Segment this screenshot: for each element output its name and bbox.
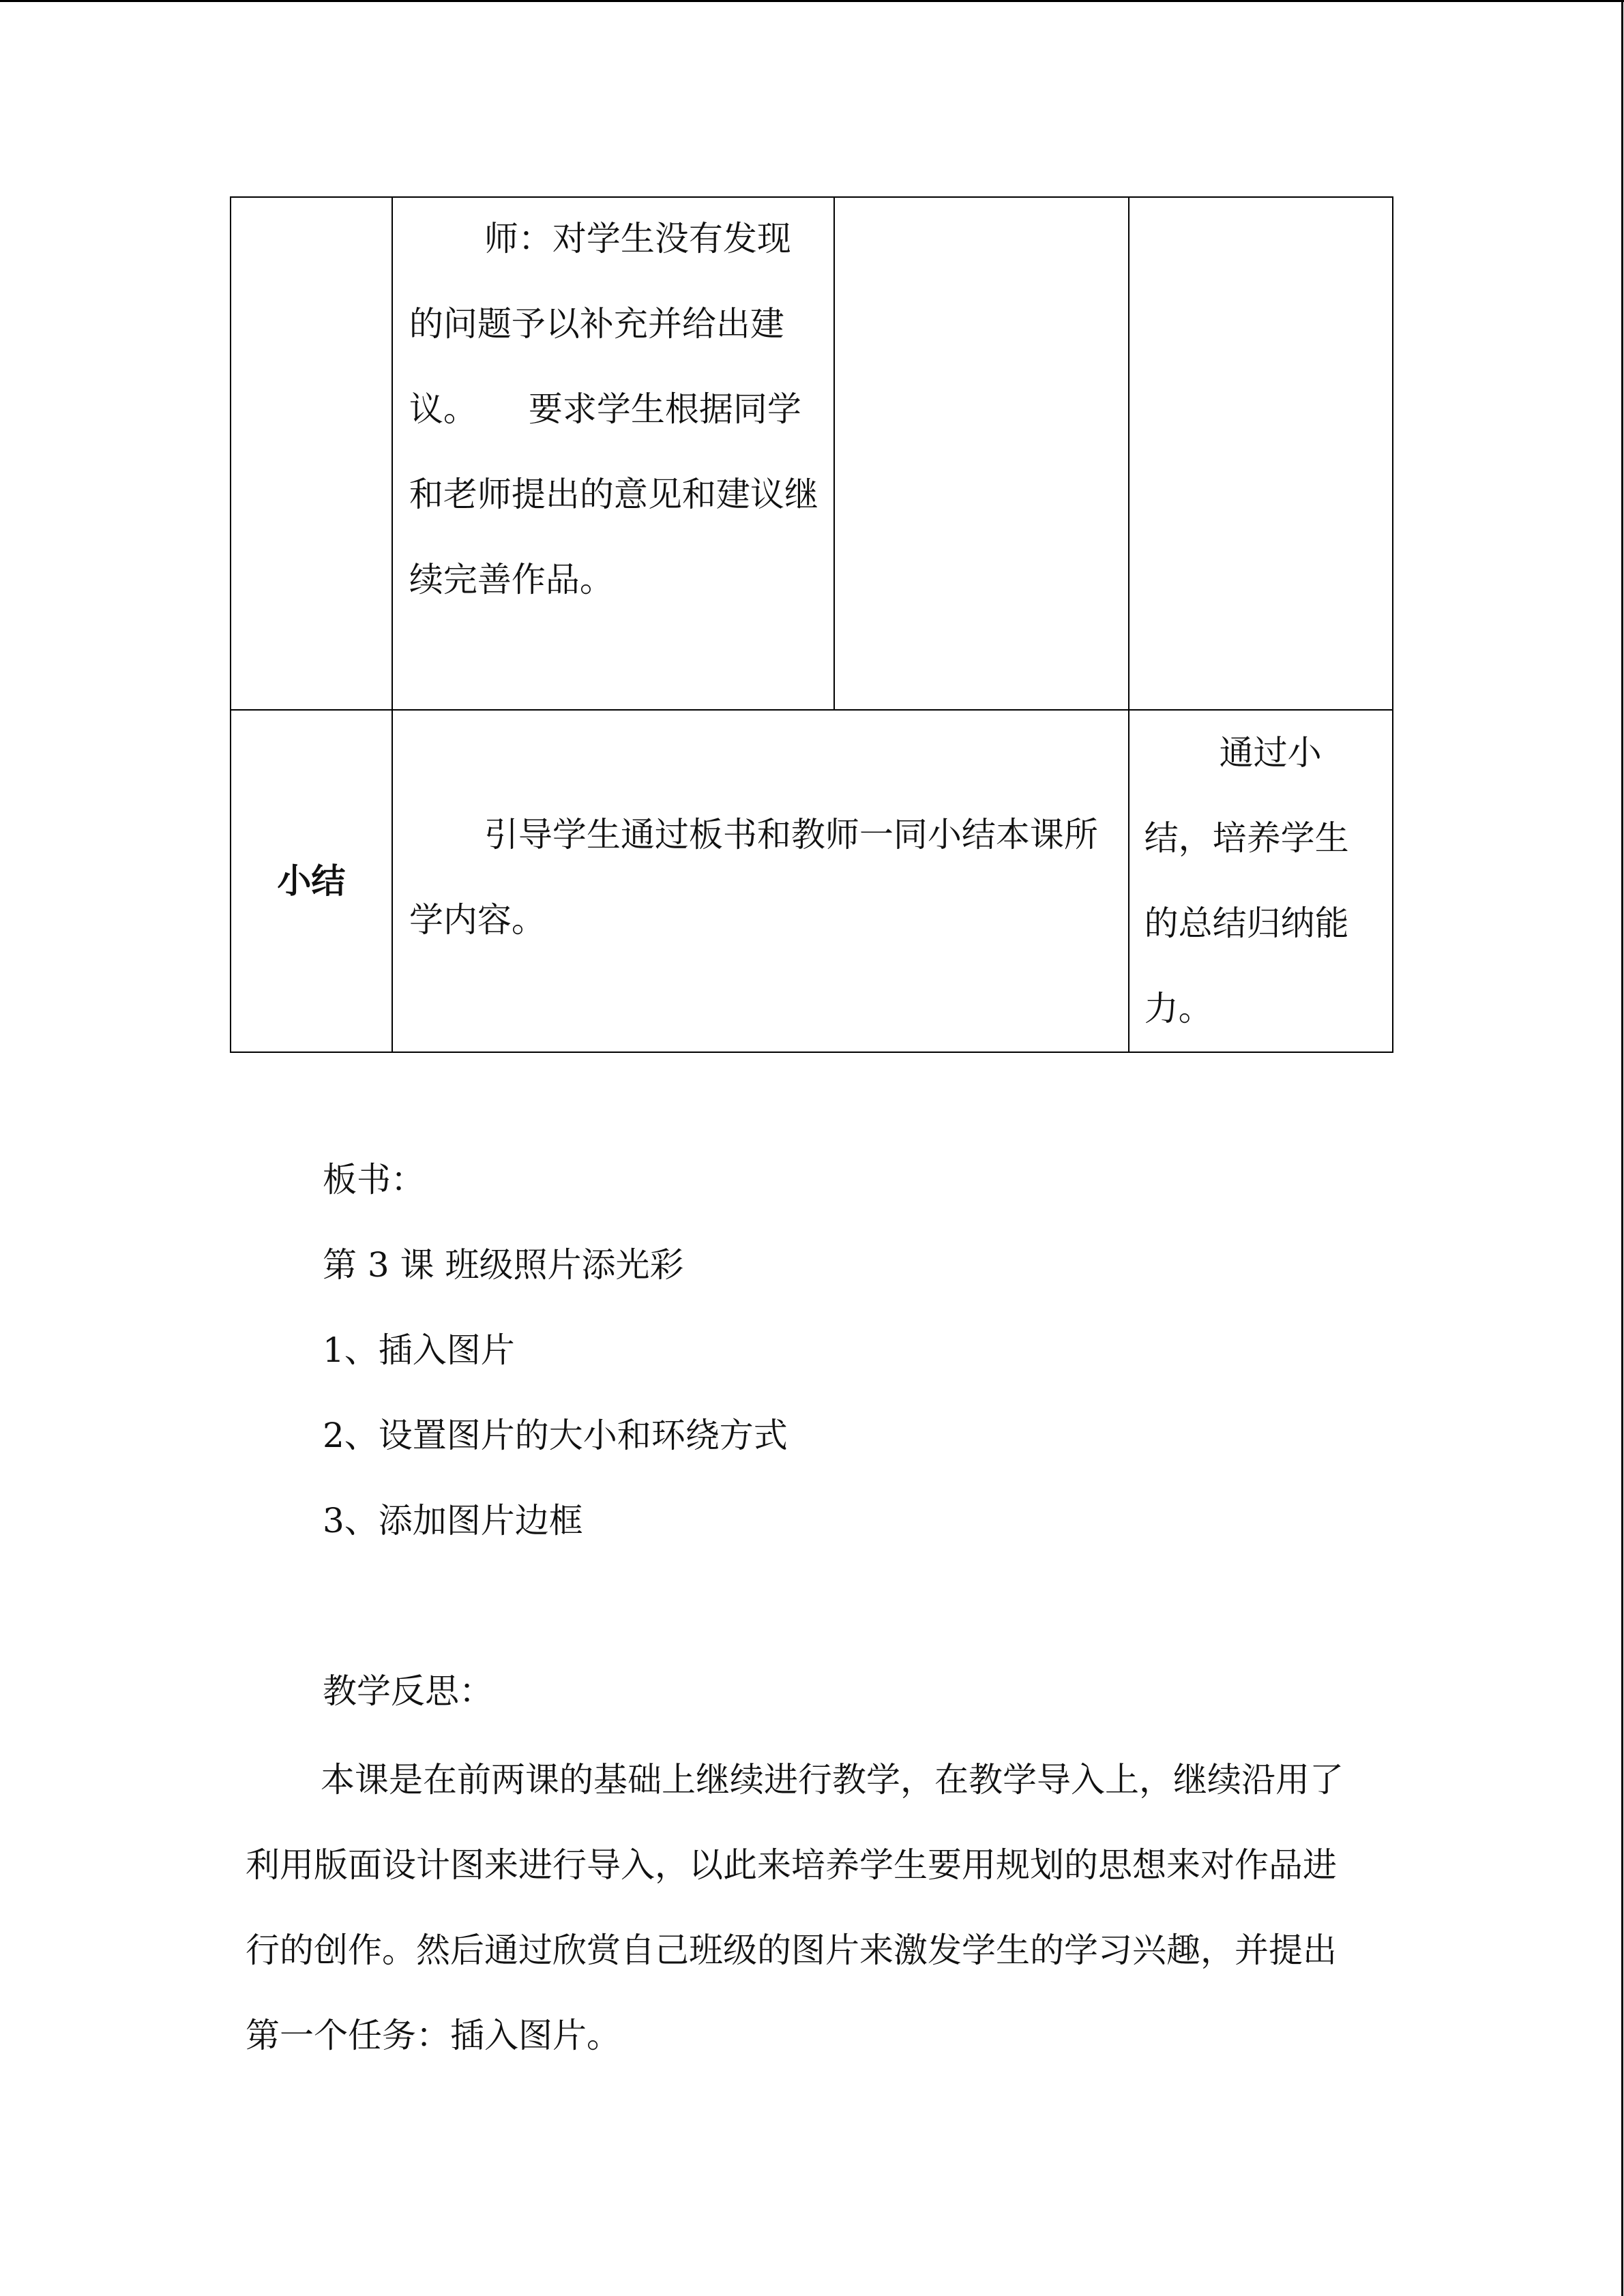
board-item-1: 1、插入图片 (323, 1330, 515, 1370)
page-right-border (1621, 0, 1623, 2296)
reflection-paragraph: 本课是在前两课的基础上继续进行教学，在教学导入上，继续沿用了利用版面设计图来进行导入，以此来培养学生要用规划的思想来对作品进行的创作。然后通过欣赏自己班级的图片来激发学生的学习兴趣，并提出第一个任务：插入图片。 (246, 1760, 1344, 2055)
summary-activity-text: 引导学生通过板书和教师一同小结本课所学内容。 (409, 815, 1098, 940)
summary-purpose-text: 通过小结，培养学生的总结归纳能力。 (1144, 733, 1349, 1028)
table-row-teacher-feedback (231, 197, 1393, 710)
table-cell-design-purpose (1129, 197, 1393, 710)
teacher-activity-text: 师：对学生没有发现的问题予以补充并给出建议。 要求学生根据同学和老师提出的意见和建议继续完善作品。 (409, 219, 818, 599)
board-heading: 板书： (323, 1160, 425, 1199)
table-cell-teacher-activity (392, 197, 834, 710)
table-cell-student-activity (834, 197, 1129, 710)
table-cell-summary-purpose (1129, 710, 1393, 1052)
table-row-summary (231, 710, 1393, 1052)
summary-label: 小结 (231, 710, 392, 1052)
table-cell-stage (231, 197, 392, 710)
table-cell-summary-activity (392, 710, 1129, 1052)
lesson-plan-table (230, 196, 1393, 1053)
board-item-3: 3、添加图片边框 (323, 1501, 583, 1540)
reflection-heading: 教学反思： (323, 1671, 493, 1711)
board-item-2: 2、设置图片的大小和环绕方式 (323, 1416, 788, 1455)
board-lesson-title: 第 3 课 班级照片添光彩 (323, 1245, 684, 1285)
page-top-border (0, 0, 1624, 2)
